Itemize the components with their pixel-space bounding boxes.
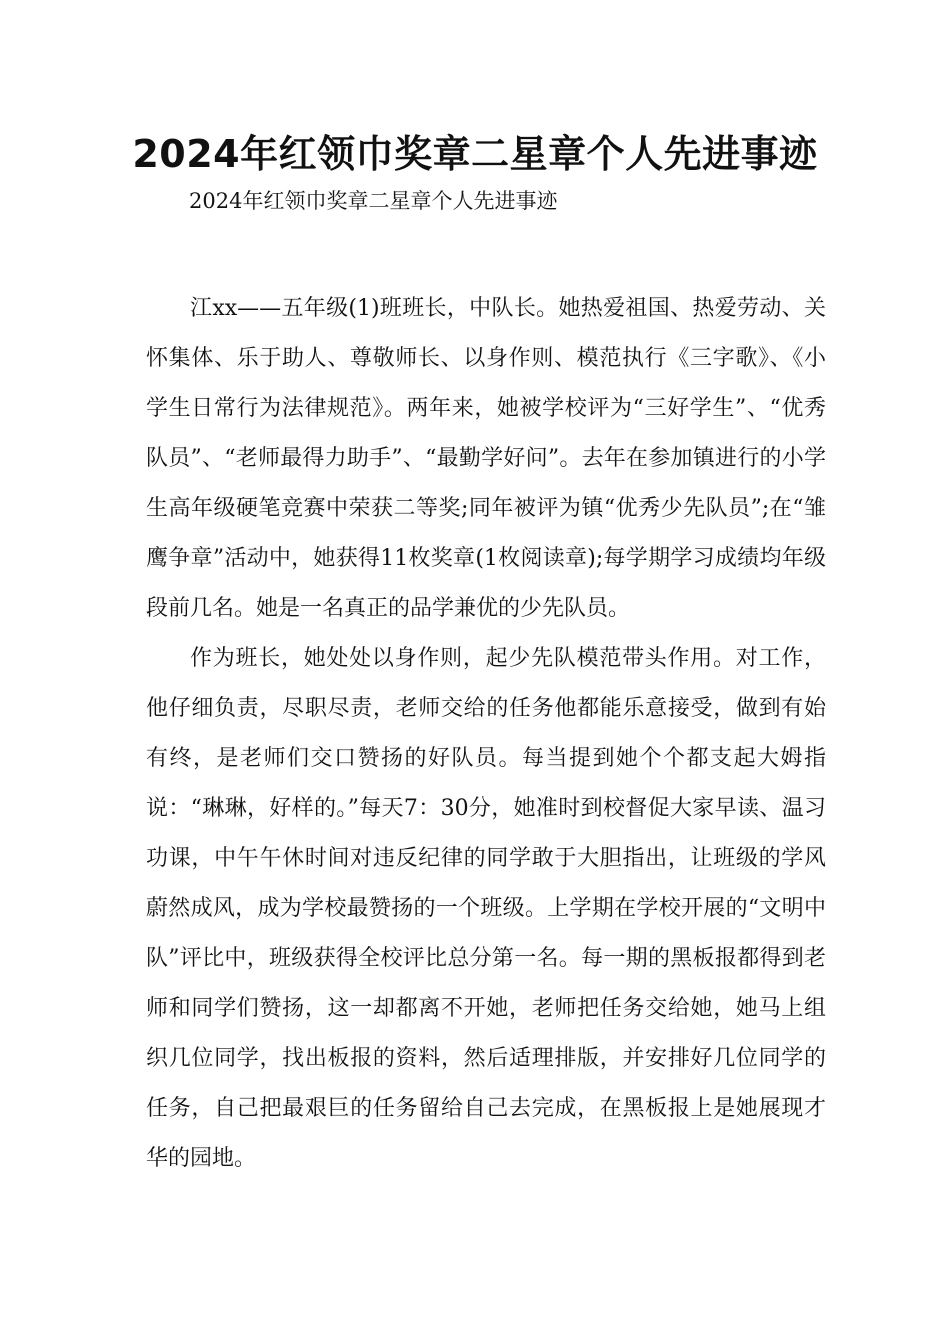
paragraph-2: 作为班长，她处处以身作则，起少先队模范带头作用。对工作，他仔细负责，尽职尽责，老师交给的任务他都能乐意接受，做到有始有终，是老师们交口赞扬的好队员。每当提到她个个都支起大姆指说：“琳琳，好样的。”每天7：30分，她准时到校督促大家早读、温习功课，中午午休时间对违反纪律的同学敢于大胆指出，让班级的学风蔚然成风，成为学校最赞扬的一个班级。上学期在学校开展的“文明中队”评比中，班级获得全校评比总分第一名。每一期的黑板报都得到老师和同学们赞扬，这一却都离不开她，老师把任务交给她，她马上组织几位同学，找出板报的资料，然后适理排版，并安排好几位同学的任务，自己把最艰巨的任务留给自己去完成，在黑板报上是她展现才华的园地。 <box>146 646 826 1171</box>
paragraph-1: 江xx——五年级(1)班班长，中队长。她热爱祖国、热爱劳动、关怀集体、乐于助人、尊敬师长、以身作则、模范执行《三字歌》、《小学生日常行为法律规范》。两年来，她被学校评为“三好学生”、“优秀队员”、“老师最得力助手”、“最勤学好问”。去年在参加镇进行的小学生高年级硬笔竞赛中荣获二等奖;同年被评为镇“优秀少先队员”;在“雏鹰争章”活动中，她获得11枚奖章(1枚阅读章);每学期学习成绩均年级段前几名。她是一名真正的品学兼优的少先队员。 <box>146 296 826 621</box>
document-subtitle: 2024年红领巾奖章二星章个人先进事迹 <box>189 189 558 213</box>
document-body <box>146 284 826 1184</box>
document-title: 2024年红领巾奖章二星章个人先进事迹 <box>132 132 818 176</box>
